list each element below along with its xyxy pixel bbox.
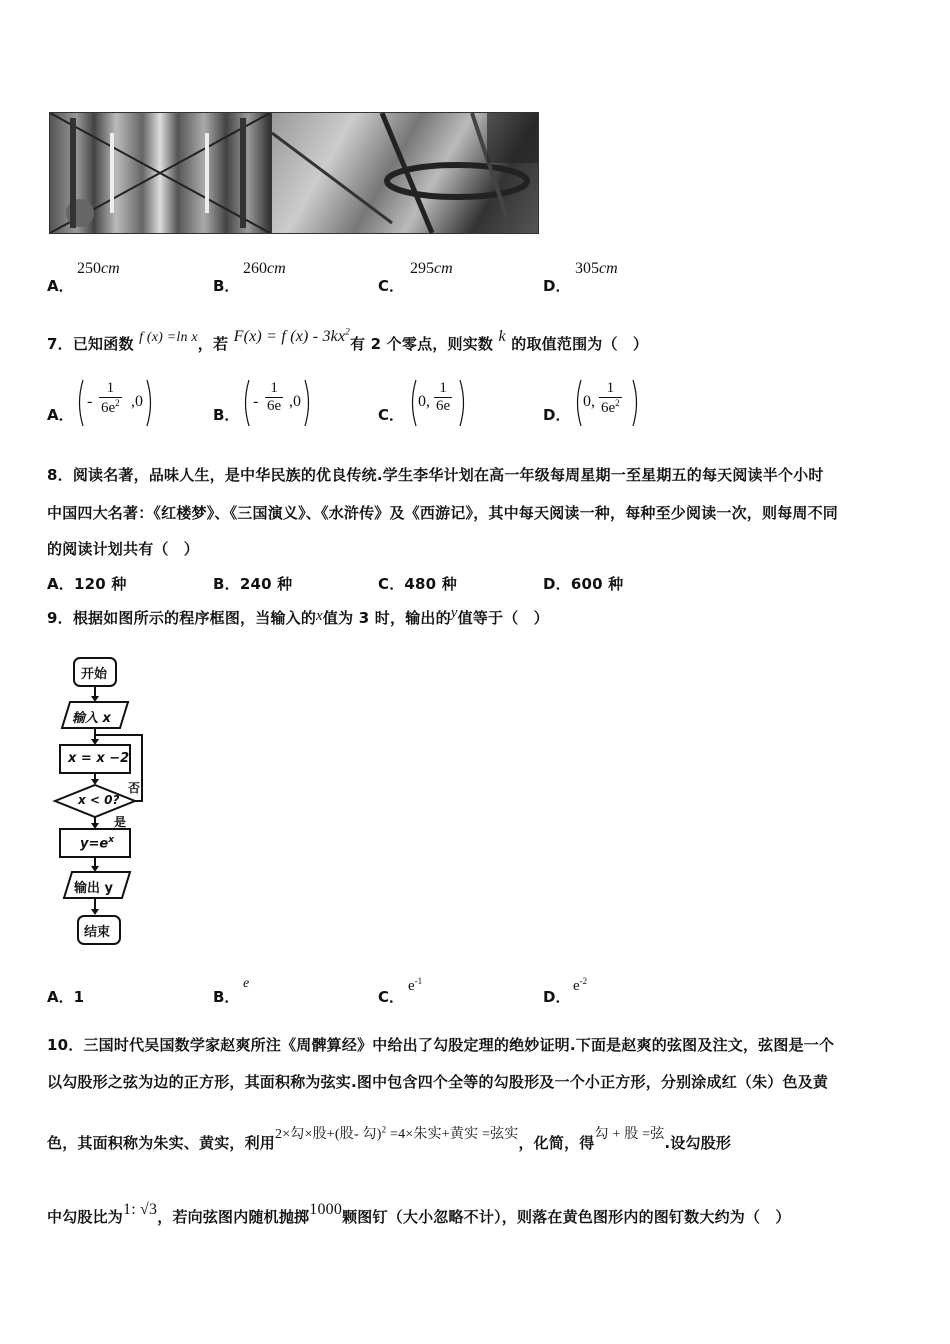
q7-option-c-rparen bbox=[458, 378, 468, 428]
question-10-line-2: 以勾股形之弦为边的正方形，其面积称为弦实.图中包含四个全等的勾股形及一个小正方形，分别涂成红（朱）色及黄 bbox=[47, 1073, 829, 1091]
flowchart bbox=[50, 655, 150, 950]
q9-x: x bbox=[316, 608, 323, 624]
q9-option-a[interactable] bbox=[47, 986, 84, 1007]
q7-option-d-rparen bbox=[631, 378, 641, 428]
q6-option-a-value: 250cm bbox=[77, 260, 120, 277]
q9-option-c[interactable] bbox=[378, 976, 423, 1007]
q9-option-d-label: D． bbox=[543, 988, 571, 1006]
flow-assign-label: x = x −2 bbox=[68, 751, 130, 766]
q7-option-d[interactable] bbox=[543, 378, 683, 430]
q7-option-d-label: D． bbox=[543, 406, 571, 424]
question-10-line-4: 中勾股比为1: √3，若向弦图内随机抛掷1000颗图钉（大小忽略不计），则落在黄色图形内的图钉数大约为（ ） bbox=[47, 1201, 791, 1226]
q7-option-b[interactable] bbox=[213, 378, 353, 430]
q7-option-a-frac: $\frac{1}{6e^2}$ bbox=[101, 380, 120, 416]
flow-output-assign-label: $y=e^x$ bbox=[80, 835, 114, 852]
q6-option-d-label: D． bbox=[543, 277, 571, 295]
q6-option-c-label: C． bbox=[378, 277, 405, 295]
q7-option-b-rparen bbox=[303, 378, 313, 428]
q10-formula-1: 2×勾×股+(股- 勾)$^2$ =4×朱实+黄实 =弦实 bbox=[275, 1124, 519, 1142]
flow-yes-label: 是 bbox=[114, 815, 127, 829]
q9-option-a-value: 1 bbox=[73, 988, 85, 1006]
q10-ratio: 1: √3 bbox=[123, 1201, 158, 1218]
q6-option-a-label: A． bbox=[47, 277, 74, 295]
q9-option-c-value: $e^{-1}$ bbox=[408, 976, 423, 994]
q7-option-b-lparen bbox=[241, 378, 251, 428]
q9-option-d-value: $e^{-2}$ bbox=[573, 976, 588, 994]
q7-option-a-rparen bbox=[145, 378, 155, 428]
q7-option-c-left: 0, bbox=[418, 393, 430, 410]
flow-output-label: 输出 y bbox=[74, 881, 114, 896]
q8-option-b[interactable]: B．240 种 bbox=[213, 575, 293, 593]
q10-count: 1000 bbox=[309, 1201, 343, 1218]
flow-end-label: 结束 bbox=[84, 925, 111, 940]
q7-Fx: F(x) = f $(x) - 3kx^2$ bbox=[233, 326, 350, 345]
q7-option-d-lparen bbox=[573, 378, 583, 428]
q7-option-c[interactable] bbox=[378, 378, 518, 430]
question-10-line-1: 10．三国时代吴国数学家赵爽所注《周髀算经》中给出了勾股定理的绝妙证明.下面是赵爽的弦图及注文，弦图是一个 bbox=[47, 1036, 835, 1054]
flow-input-label: 输入 x bbox=[72, 711, 111, 726]
handrail-photo bbox=[271, 112, 539, 234]
q9-option-a-label: A． bbox=[47, 988, 74, 1006]
q9-option-c-label: C． bbox=[378, 988, 405, 1006]
question-8-line-3: 的阅读计划共有（ ） bbox=[47, 540, 200, 558]
q7-option-a-lparen bbox=[75, 378, 85, 428]
question-9: 9．根据如图所示的程序框图，当输入的x值为 3 时，输出的y值等于（ ） bbox=[47, 605, 549, 627]
question-8-line-1: 8．阅读名著，品味人生，是中华民族的优良传统.学生李华计划在高一年级每周星期一至星期五的每天阅读半个小时 bbox=[47, 466, 824, 484]
flow-start-label: 开始 bbox=[81, 667, 108, 682]
question-10-line-3: 色，其面积称为朱实、黄实，利用2×勾×股+(股- 勾)$^2$ =4×朱实+黄实 =弦实，化简，得勾 + 股 =弦.设勾股形 bbox=[47, 1124, 732, 1152]
q7-option-b-label: B． bbox=[213, 406, 240, 424]
q7-fx: f (x) =ln x bbox=[139, 330, 198, 345]
q9-option-b-value: e bbox=[243, 976, 250, 991]
q8-option-c[interactable]: C．480 种 bbox=[378, 575, 457, 593]
q7-option-d-frac: $\frac{1}{6e^2}$ bbox=[601, 380, 620, 416]
train-interior-lines bbox=[50, 113, 270, 233]
q7-k: k bbox=[498, 328, 506, 345]
flow-no-label: 否 bbox=[128, 781, 141, 795]
q7-option-b-frac: $\frac{1}{6e}$ bbox=[267, 380, 282, 414]
q7-option-d-left: 0, bbox=[583, 393, 595, 410]
q6-option-b-label: B． bbox=[213, 277, 240, 295]
q7-option-a-label: A． bbox=[47, 406, 74, 424]
q9-y: y bbox=[450, 605, 458, 621]
q6-option-c-value: 295cm bbox=[410, 260, 453, 277]
train-interior-photo bbox=[49, 112, 271, 234]
q7-option-c-frac: $\frac{1}{6e}$ bbox=[436, 380, 451, 414]
q7-option-b-sign: - bbox=[253, 393, 259, 410]
q7-option-b-right: ,0 bbox=[289, 393, 301, 410]
q8-option-d[interactable]: D．600 种 bbox=[543, 575, 624, 593]
q9-option-d[interactable] bbox=[543, 976, 588, 1007]
q10-formula-2: 勾 + 股 =弦 bbox=[594, 1127, 665, 1142]
q9-option-b-label: B． bbox=[213, 988, 240, 1006]
q8-option-a[interactable]: A．120 种 bbox=[47, 575, 127, 593]
q7-option-c-label: C． bbox=[378, 406, 405, 424]
handrail-lines bbox=[272, 113, 538, 233]
flow-decision-label: x < 0? bbox=[78, 793, 120, 807]
q9-option-b[interactable] bbox=[213, 976, 250, 1007]
question-7: 7．已知函数 f (x) =ln x，若 F(x) = f $(x) - 3kx^2$有 2 个零点，则实数 k 的取值范围为（ ） bbox=[47, 326, 649, 353]
q6-option-d-value: 305cm bbox=[575, 260, 618, 277]
q7-option-a[interactable] bbox=[47, 378, 187, 430]
q7-option-a-sign: - bbox=[87, 393, 93, 410]
q7-option-c-lparen bbox=[408, 378, 418, 428]
q7-option-a-right: ,0 bbox=[131, 393, 143, 410]
q6-option-b-value: 260cm bbox=[243, 260, 286, 277]
question-8-line-2: 中国四大名著：《红楼梦》、《三国演义》、《水浒传》及《西游记》，其中每天阅读一种，每种至少阅读一次，则每周不同 bbox=[47, 504, 839, 522]
